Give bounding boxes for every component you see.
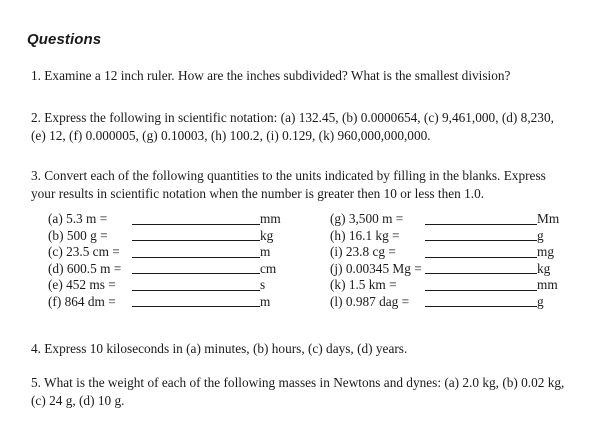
target-unit: g xyxy=(537,293,544,309)
conversion-row-a xyxy=(48,211,281,228)
answer-blank[interactable] xyxy=(132,229,260,241)
question-3 xyxy=(31,167,591,202)
conversion-expression: (b) 500 g = xyxy=(48,227,108,243)
target-unit: kg xyxy=(537,260,551,276)
answer-blank[interactable] xyxy=(132,213,260,225)
conversion-expression: (j) 0.00345 Mg = xyxy=(330,260,422,276)
conversion-expression: (d) 600.5 m = xyxy=(48,260,122,276)
target-unit: kg xyxy=(260,227,274,243)
conversion-row-l xyxy=(330,294,559,311)
question-5 xyxy=(31,374,591,409)
conversion-row-j xyxy=(330,261,559,278)
question-2 xyxy=(31,109,591,144)
conversion-row-d xyxy=(48,261,281,278)
answer-blank[interactable] xyxy=(425,246,537,258)
conversion-row-k xyxy=(330,277,559,294)
target-unit: mg xyxy=(537,244,554,259)
question-5-line: (c) 24 g, (d) 10 g. xyxy=(31,392,125,408)
answer-blank[interactable] xyxy=(425,279,537,291)
answer-blank[interactable] xyxy=(425,229,537,241)
question-4 xyxy=(31,340,591,358)
conversion-expression: (l) 0.987 dag = xyxy=(330,293,410,309)
conversion-row-g xyxy=(330,211,559,228)
conversion-expression: (i) 23.8 cg = xyxy=(330,244,396,259)
conversion-row-b xyxy=(48,228,281,245)
target-unit: g xyxy=(537,227,544,243)
answer-blank[interactable] xyxy=(132,295,260,307)
conversion-row-c xyxy=(48,244,281,261)
conversion-expression: (a) 5.3 m = xyxy=(48,211,108,226)
question-5-line: 5. What is the weight of each of the following masses in Newtons and dynes: (a) 2.0 kg, (b) 0.02 kg, xyxy=(31,375,565,390)
target-unit: mm xyxy=(537,277,558,292)
answer-blank[interactable] xyxy=(425,213,537,225)
answer-blank[interactable] xyxy=(132,246,260,258)
conversion-row-h xyxy=(330,228,559,245)
target-unit: mm xyxy=(260,211,281,226)
question-1-line: 1. Examine a 12 inch ruler. How are the inches subdivided? What is the smallest division? xyxy=(31,68,511,83)
conversion-row-f xyxy=(48,294,281,311)
conversion-column-right xyxy=(330,211,559,310)
target-unit: Mm xyxy=(537,211,560,226)
answer-blank[interactable] xyxy=(425,262,537,274)
question-1 xyxy=(31,67,591,85)
target-unit: m xyxy=(260,244,271,259)
question-2-line: 2. Express the following in scientific notation: (a) 132.45, (b) 0.0000654, (c) 9,461,000, (d) 8,230, xyxy=(31,110,554,125)
conversion-expression: (e) 452 ms = xyxy=(48,277,116,292)
answer-blank[interactable] xyxy=(425,295,537,307)
questions-heading: Questions xyxy=(27,31,102,48)
target-unit: cm xyxy=(260,260,277,276)
conversion-expression: (f) 864 dm = xyxy=(48,293,116,309)
conversion-expression: (h) 16.1 kg = xyxy=(330,227,400,243)
question-4-line: 4. Express 10 kiloseconds in (a) minutes, (b) hours, (c) days, (d) years. xyxy=(31,341,408,356)
question-3-line: your results in scientific notation when the number is greater then 10 or less then 1.0. xyxy=(31,185,485,201)
question-3-line: 3. Convert each of the following quantities to the units indicated by filling in the blanks. Express xyxy=(31,168,546,183)
conversion-row-i xyxy=(330,244,559,261)
conversion-row-e xyxy=(48,277,281,294)
question-2-line: (e) 12, (f) 0.000005, (g) 0.10003, (h) 100.2, (i) 0.129, (k) 960,000,000,000. xyxy=(31,127,431,143)
target-unit: s xyxy=(260,277,266,292)
conversion-expression: (g) 3,500 m = xyxy=(330,211,404,226)
answer-blank[interactable] xyxy=(132,262,260,274)
conversion-expression: (c) 23.5 cm = xyxy=(48,244,120,259)
target-unit: m xyxy=(260,293,271,309)
answer-blank[interactable] xyxy=(132,279,260,291)
conversion-column-left xyxy=(48,211,281,310)
conversion-expression: (k) 1.5 km = xyxy=(330,277,397,292)
